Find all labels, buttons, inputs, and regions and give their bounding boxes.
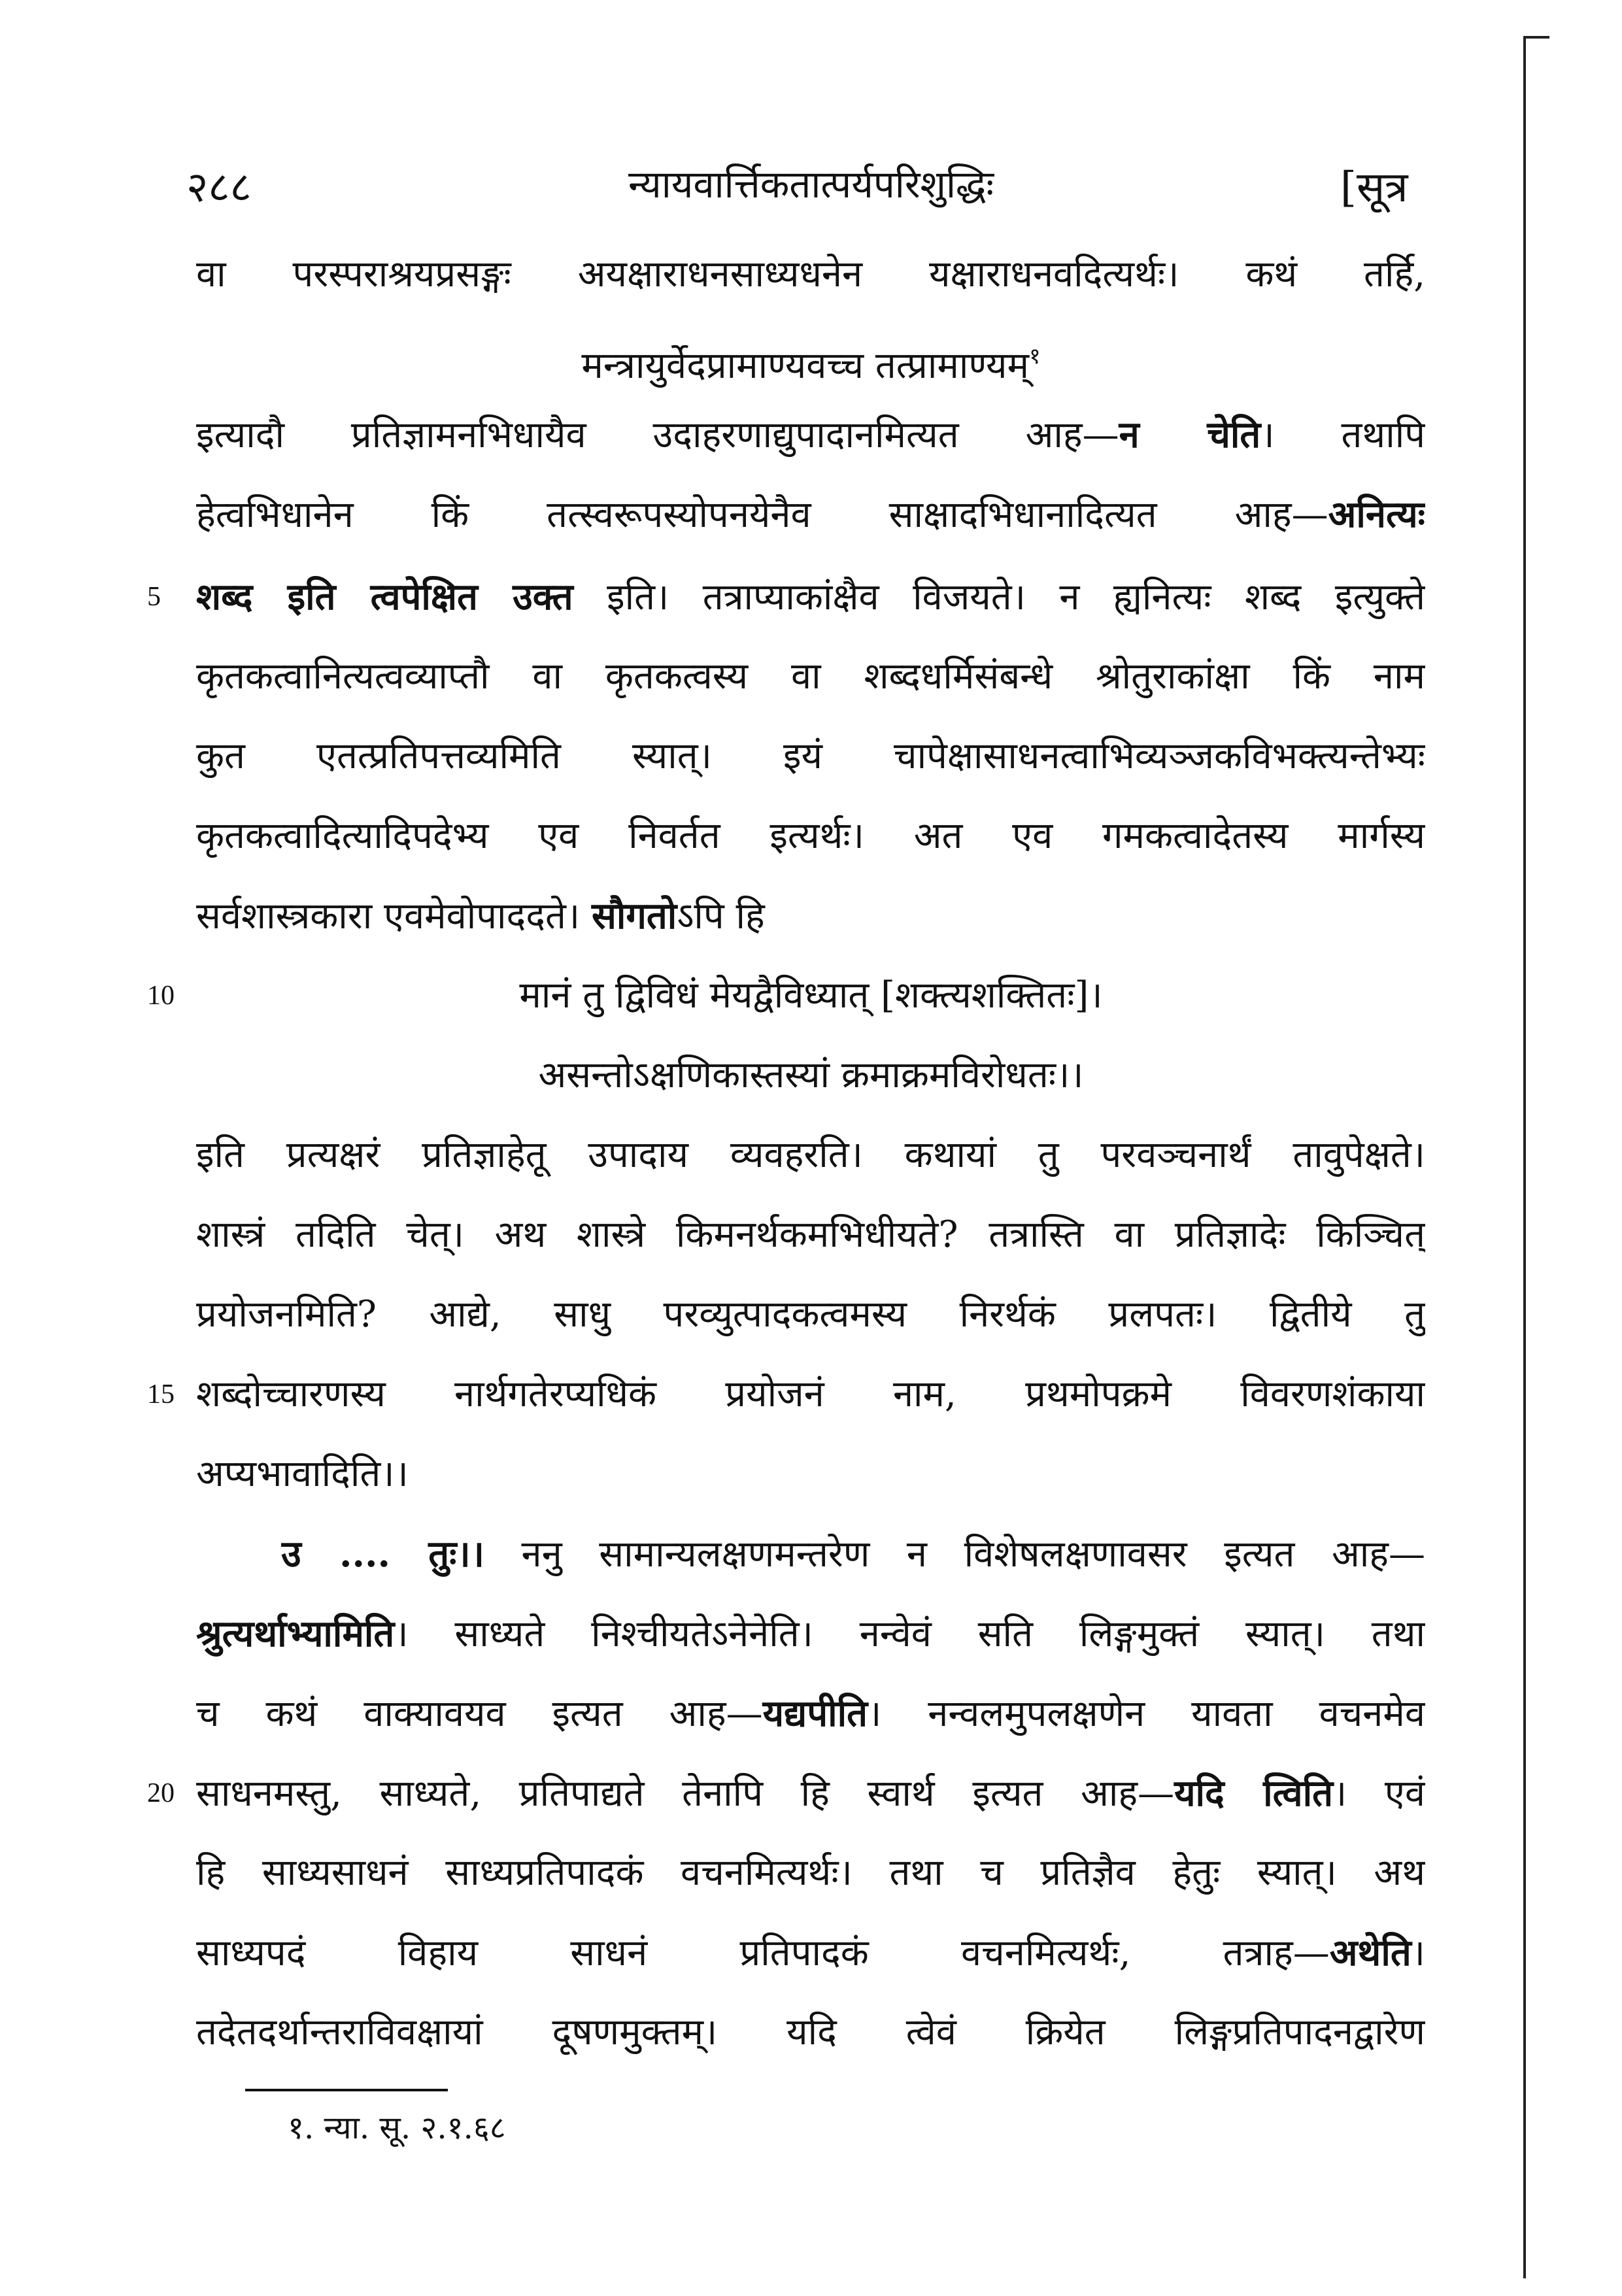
text-line-16: अप्यभावादिति।। xyxy=(196,1453,409,1495)
text-line-20 xyxy=(196,1764,1425,1823)
text-segment: च कथं वाक्यावयव इत्यत आह— xyxy=(196,1693,763,1735)
pratika-bold: न चेति xyxy=(1119,413,1261,456)
text-line-19 xyxy=(196,1684,1425,1744)
text-segment: । तथापि xyxy=(1260,414,1425,456)
footnote-rule xyxy=(245,2089,448,2091)
text-line-23: तदेतदर्थान्तराविवक्षायां दूषणमुक्तम्। यदि त्वेवं क्रियेत लिङ्गप्रतिपादनद्वारेण xyxy=(196,2011,1425,2053)
text-segment: ऽपि हि xyxy=(677,895,765,937)
verse-text: मन्त्रायुर्वेदप्रामाण्यवच्च तत्प्रामाण्यम् xyxy=(581,345,1029,387)
text-line-9 xyxy=(196,886,1425,946)
text-segment: साधनमस्तु, साध्यते, प्रतिपाद्यते तेनापि हि स्वार्थ इत्यत आह— xyxy=(196,1772,1175,1815)
sutra-ref-bold: उ .... तुः।। xyxy=(281,1532,484,1576)
text-segment: इति। तत्राप्याकांक्षैव विजयते। न ह्यनित्यः शब्द इत्युक्ते xyxy=(573,576,1425,618)
text-line-13: शास्त्रं तदिति चेत्। अथ शास्त्रे किमनर्थकमभिधीयते? तत्रास्ति वा प्रतिज्ञादेः किञ्चित् xyxy=(196,1213,1425,1256)
text-segment: । नन्वलमुपलक्षणेन यावता वचनमेव xyxy=(868,1693,1425,1735)
text-segment: इत्यादौ प्रतिज्ञामनभिधायैव उदाहरणाद्युपादानमित्यत आह— xyxy=(196,414,1119,456)
pratika-bold: शब्द इति त्वपेक्षित उक्त xyxy=(196,575,573,618)
text-line-22 xyxy=(196,1923,1425,1983)
text-segment: साध्यपदं विहाय साधनं प्रतिपादकं वचनमित्यर्थः, तत्राह— xyxy=(196,1932,1330,1974)
section-tag: [सूत्र xyxy=(1340,163,1408,212)
verse-line-3: असन्तोऽक्षणिकास्तस्यां क्रमाक्रमविरोधतः।। xyxy=(538,1054,1084,1096)
verse-line-2: मानं तु द्विविधं मेयद्वैविध्यात् [शक्त्यशक्तितः]। xyxy=(519,974,1103,1017)
running-title: न्यायवार्त्तिकतात्पर्यपरिशुद्धिः xyxy=(628,162,994,207)
text-line-18 xyxy=(196,1604,1425,1664)
text-line-4 xyxy=(196,485,1425,545)
text-segment: । साध्यते निश्चीयतेऽनेनेति। नन्वेवं सति लिङ्गमुक्तं स्यात्। तथा xyxy=(394,1613,1425,1655)
pratika-bold: यदि त्विति xyxy=(1174,1772,1334,1815)
text-line-5 xyxy=(196,567,1425,627)
text-line-17 xyxy=(281,1525,1425,1584)
binding-edge-top xyxy=(1523,36,1549,39)
text-line-21: हि साध्यसाधनं साध्यप्रतिपादकं वचनमित्यर्थः। तथा च प्रतिज्ञैव हेतुः स्यात्। अथ xyxy=(196,1851,1425,1894)
text-line-15: शब्दोच्चारणस्य नार्थगतेरप्यधिकं प्रयोजनं नाम, प्रथमोपक्रमे विवरणशंकाया xyxy=(196,1373,1425,1415)
line-number-5: 5 xyxy=(147,582,161,612)
text-segment: सर्वशास्त्रकारा एवमेवोपाददते। xyxy=(196,895,592,937)
text-segment: हेत्वभिधानेन किं तत्स्वरूपस्योपनयेनैव साक्षादभिधानादित्यत आह— xyxy=(196,494,1328,536)
verse-line-1 xyxy=(0,327,1622,396)
pratika-bold: अथेति xyxy=(1329,1931,1411,1974)
footnote: १. न्या. सू. २.१.६८ xyxy=(288,2110,506,2146)
footnote-marker: १ xyxy=(1028,343,1041,369)
text-line-14: प्रयोजनमिति? आद्ये, साधु परव्युत्पादकत्वमस्य निरर्थकं प्रलपतः। द्वितीये तु xyxy=(196,1293,1425,1336)
line-number-15: 15 xyxy=(147,1379,175,1410)
page-number: २८८ xyxy=(186,163,252,212)
text-line-1: वा परस्पराश्रयप्रसङ्गः अयक्षाराधनसाध्यधनेन यक्षाराधनवदित्यर्थः। कथं तर्हि, xyxy=(196,253,1425,295)
text-segment: । एवं xyxy=(1333,1772,1425,1815)
pratika-bold: श्रुत्यर्थाभ्यामिति xyxy=(196,1612,395,1655)
text-line-12: इति प्रत्यक्षरं प्रतिज्ञाहेतू उपादाय व्यवहरति। कथायां तु परवञ्चनार्थं तावुपेक्षते। xyxy=(196,1134,1425,1176)
text-line-6: कृतकत्वानित्यत्वव्याप्तौ वा कृतकत्वस्य वा शब्दधर्मिसंबन्धे श्रोतुराकांक्षा किं नाम xyxy=(196,655,1425,698)
text-segment: ननु सामान्यलक्षणमन्तरेण न विशेषलक्षणावसर इत्यत आह— xyxy=(484,1533,1425,1576)
pratika-bold: यद्यपीति xyxy=(762,1692,868,1735)
text-line-8: कृतकत्वादित्यादिपदेभ्य एव निवर्तत इत्यर्थः। अत एव गमकत्वादेतस्य मार्गस्य xyxy=(196,815,1425,857)
text-line-3 xyxy=(196,405,1425,465)
pratika-bold: सौगतो xyxy=(591,894,677,937)
pratika-bold: अनित्यः xyxy=(1328,493,1425,536)
text-segment: । xyxy=(1411,1932,1425,1974)
line-number-10: 10 xyxy=(147,981,175,1011)
text-line-7: कुत एतत्प्रतिपत्तव्यमिति स्यात्। इयं चापेक्षासाधनत्वाभिव्यञ्जकविभक्त्यन्तेभ्यः xyxy=(196,735,1425,777)
line-number-20: 20 xyxy=(147,1778,175,1808)
